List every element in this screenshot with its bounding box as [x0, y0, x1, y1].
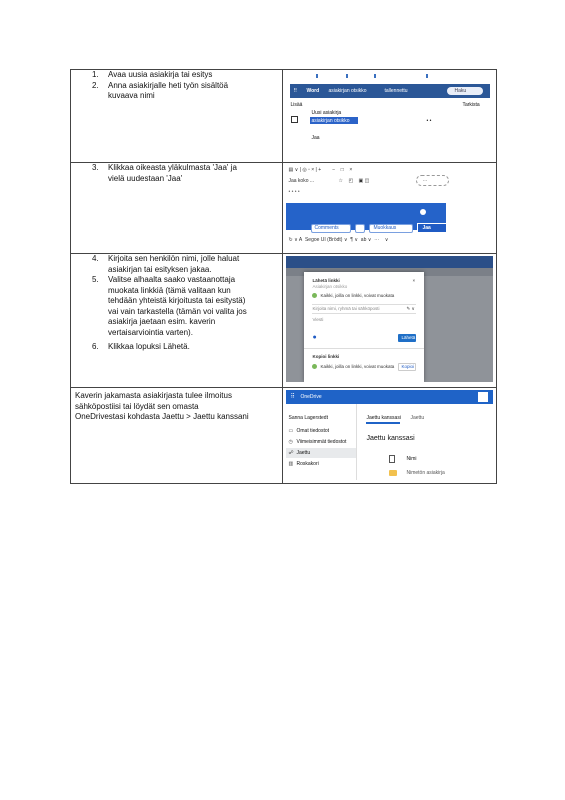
share-icon: ☍: [288, 450, 294, 456]
list-item: 6. Klikkaa lopuksi Lähetä.: [92, 342, 190, 351]
sidebar-item-recycle[interactable]: Roskakori: [296, 461, 319, 467]
menu-item[interactable]: Lisää: [290, 102, 303, 108]
table-row: [71, 163, 497, 254]
search-icon[interactable]: [478, 392, 488, 402]
app-name: OneDrive: [300, 394, 322, 400]
format-toolbar[interactable]: ↻ ∨ A Segoe UI (Brödt) ∨ ¶ ∨ ab ∨ ⋯ ∨: [288, 237, 389, 243]
save-status: tallennettu: [384, 88, 408, 94]
profile-highlight: [416, 175, 449, 186]
share-screenshot: [286, 165, 493, 247]
recipient-input[interactable]: Kirjoita nimi, ryhmä tai sähköposti: [312, 306, 380, 311]
catch-up-button[interactable]: [355, 224, 365, 233]
list-item: 2. Anna asiakirjalle heti työn sisältöä: [92, 80, 229, 90]
list-item: asiakirjan tai esityksen jakaa.: [108, 264, 212, 274]
instruction-paragraph: Kaverin jakamasta asiakirjasta tulee ilmoitus sähköpostiisi tai löydät sen omasta OneDrivestasi kohdasta Jaettu > Jaettu kanssani: [75, 391, 249, 421]
search-label: Haku: [454, 88, 467, 94]
toolbar-mark: [374, 74, 376, 78]
file-icon: [389, 455, 395, 463]
list-item: kuvaava nimi: [108, 91, 155, 100]
trash-icon: ▥: [288, 461, 294, 467]
table-row: [71, 388, 497, 484]
more-icon[interactable]: ⋯: [422, 178, 428, 184]
apps-icon[interactable]: ⠿: [290, 394, 295, 400]
page-title: Jaettu kanssasi: [366, 435, 415, 442]
comments-label: Comments: [314, 225, 339, 231]
folder-icon: [389, 470, 397, 476]
step-list: [71, 254, 282, 353]
list-item: 4. Kirjoita sen henkilön nimi, jolle haluat: [92, 254, 240, 263]
copy-link-title: Kopioi linkki: [312, 354, 340, 359]
sidebar-item-recent[interactable]: Viimeisimmät tiedostot: [296, 439, 347, 445]
reading-icon[interactable]: ▣ ◫: [358, 178, 370, 184]
screenshot-cell: [283, 70, 497, 163]
instruction-cell: [71, 388, 283, 484]
onedrive-screenshot: [286, 390, 493, 480]
active-tab-underline: [366, 422, 400, 424]
list-item: 5. Valitse alhaalta saako vastaanottaja: [92, 275, 236, 284]
extension-icon[interactable]: ◰: [348, 178, 354, 184]
sidebar-item-files[interactable]: Omat tiedostot: [296, 428, 329, 434]
toolbar-mark: [346, 74, 348, 78]
list-item: vertaisarviointia varten).: [108, 327, 193, 337]
clock-icon: ◷: [288, 439, 293, 445]
sidebar-item-shared[interactable]: Jaettu: [296, 450, 311, 456]
word-title-bar: [286, 256, 493, 268]
list-item: vielä uudestaan 'Jaa': [108, 173, 183, 183]
nav-icon: ▭: [288, 428, 294, 434]
bookmarks-row: • • • •: [288, 189, 300, 195]
shared-file[interactable]: Nimetön asiakirja: [406, 470, 445, 476]
menu-item[interactable]: Tarkista: [462, 102, 480, 108]
menu-item[interactable]: Uusi asiakirja: [311, 110, 342, 116]
selected-item[interactable]: asiakirjan otsikko: [311, 118, 350, 124]
tab-shared-with-you[interactable]: Jaettu kanssasi: [366, 415, 401, 421]
menu-item[interactable]: Jaa: [311, 135, 320, 141]
outlook-icon: ●: [312, 334, 317, 341]
screenshot-cell: [283, 388, 497, 484]
pencil-icon[interactable]: ✎ ∨: [406, 306, 415, 311]
ellipsis-icon[interactable]: • •: [426, 118, 432, 124]
link-setting[interactable]: Kaikki, joilla on linkki, voivat muokata: [320, 293, 395, 298]
sidebar-divider: [356, 404, 357, 480]
share-label: Jaa: [422, 225, 431, 231]
tab-shared-by-you[interactable]: Jaettu: [410, 415, 425, 421]
divider: [312, 313, 416, 314]
editing-label: Muokkaus: [373, 225, 397, 231]
copy-link-setting[interactable]: Kaikki, joilla on linkki, voivat muokata: [320, 364, 395, 369]
list-item: 3. Klikkaa oikeasta yläkulmasta 'Jaa' ja: [92, 163, 237, 172]
send-label: Lähetä: [401, 335, 416, 340]
screenshot-cell: [283, 254, 497, 388]
browser-tabs-icon[interactable]: ▤ ∨ | ◎ ▫ × | + − □ ×: [288, 167, 353, 173]
doc-title[interactable]: asiakirjan otsikko: [328, 88, 367, 94]
list-item: asiakirja jaetaan esim. kaverin: [108, 317, 216, 326]
document-icon: [291, 116, 298, 123]
apps-icon[interactable]: ⠿: [293, 88, 298, 94]
send-link-screenshot: [286, 256, 493, 382]
table-row: [71, 70, 497, 163]
instruction-cell: [71, 70, 283, 163]
star-icon[interactable]: ☆: [338, 178, 343, 184]
list-item: 1. Avaa uusia asiakirja tai esitys: [92, 70, 213, 79]
toolbar-mark: [426, 74, 428, 78]
app-name: Word: [306, 88, 320, 94]
user-name: Sanna Lagerstedt: [288, 415, 328, 421]
check-icon: [312, 364, 317, 369]
divider: [312, 304, 416, 305]
message-input[interactable]: Viesti: [312, 317, 324, 322]
dialog-subtitle: Asiakirjan otsikko: [312, 284, 348, 289]
list-item: muokata linkkiä (tämä valitaan kun: [108, 285, 231, 295]
screenshot-cell: [283, 163, 497, 254]
check-icon: [312, 293, 317, 298]
instruction-cell: [71, 163, 283, 254]
divider: [304, 348, 424, 349]
instruction-cell: [71, 254, 283, 388]
toolbar-mark: [316, 74, 318, 78]
copy-label: Kopioi: [401, 364, 414, 369]
address-bar[interactable]: Jaa koko ...: [288, 178, 315, 184]
list-item: vai vain tarkastella (tämän voi valita jos: [108, 306, 247, 316]
step-list: [71, 163, 282, 184]
list-item: tehdään yhteistä kirjoitusta tai esitystä): [108, 296, 246, 305]
column-header-name[interactable]: Nimi: [406, 456, 417, 462]
dialog-title: Lähetä linkki: [312, 278, 340, 283]
table-row: [71, 254, 497, 388]
instructions-table: [70, 69, 497, 484]
close-icon[interactable]: ×: [412, 278, 416, 283]
step-list: [71, 70, 282, 102]
word-screenshot: [286, 72, 493, 149]
send-link-dialog: [304, 272, 424, 382]
